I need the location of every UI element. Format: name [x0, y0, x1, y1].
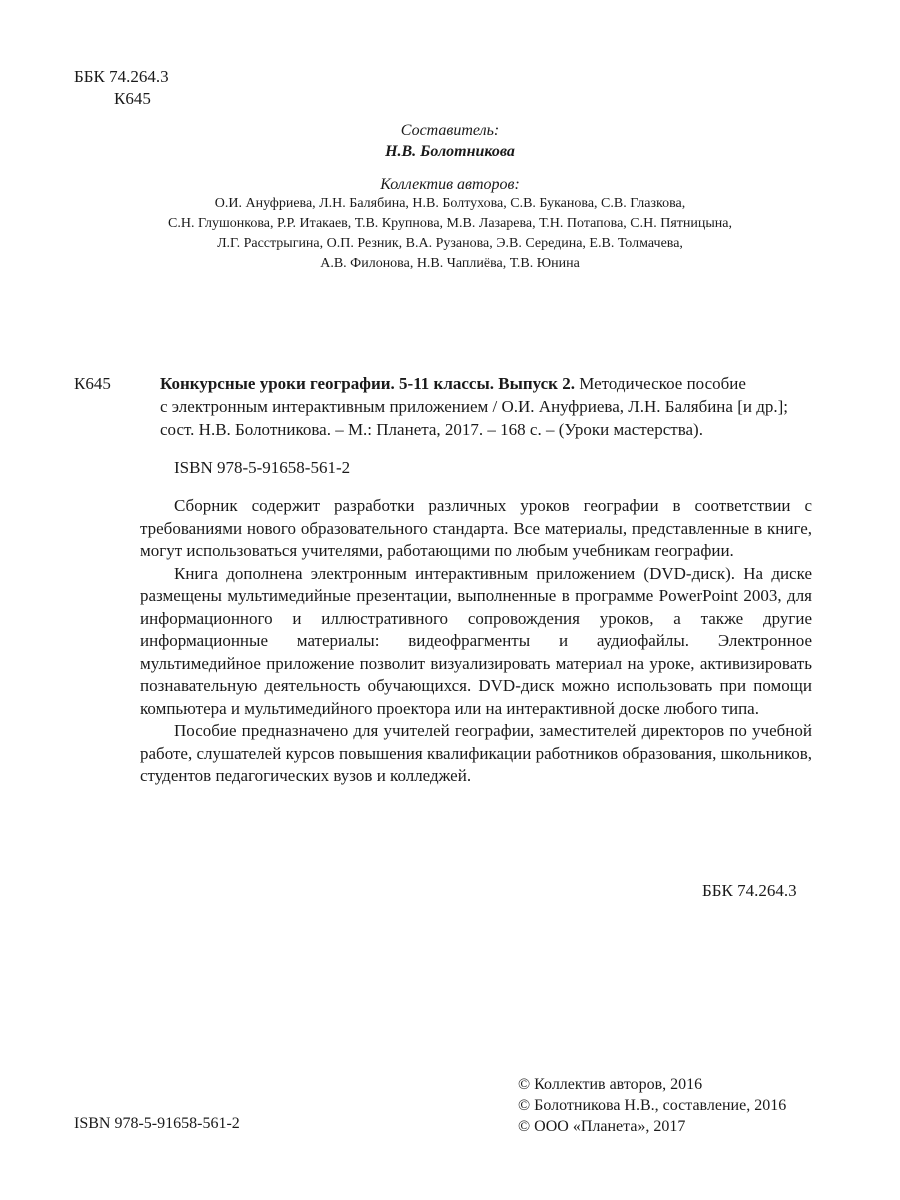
- annotation-paragraph: Сборник содержит разработки различных уроков географии в соответствии с требованиями нового образовательного стандарта. Все материалы, представленные в книге, могут использоваться учителями, работающими по любым учебникам географии.: [140, 496, 812, 560]
- authors-line: А.В. Филонова, Н.В. Чаплиёва, Т.В. Юнина: [320, 256, 580, 271]
- authors-list: [0, 194, 900, 274]
- bibliographic-line-1: [160, 372, 808, 395]
- annotation-paragraph: Пособие предназначено для учителей географии, заместителей директоров по учебной работе, слушателей курсов повышения квалификации работников образования, школьников, студентов педагогических вузов и колледжей.: [140, 721, 812, 785]
- authors-line: О.И. Ануфриева, Л.Н. Балябина, Н.В. Болтухова, С.В. Буканова, С.В. Глазкова,: [214, 196, 686, 211]
- isbn: ISBN 978-5-91658-561-2: [174, 458, 351, 477]
- annotation: [140, 495, 812, 788]
- copyright-line: © ООО «Планета», 2017: [518, 1118, 686, 1135]
- bibliographic-mark: К645: [74, 374, 111, 393]
- authors-line: С.Н. Глушонкова, Р.Р. Итакаев, Т.В. Крупнова, М.В. Лазарева, Т.Н. Потапова, С.Н. Пятницына,: [168, 216, 732, 231]
- bibliographic-line-2: с электронным интерактивным приложением / О.И. Ануфриева, Л.Н. Балябина [и др.];: [160, 397, 788, 416]
- copyright-block: [518, 1074, 786, 1137]
- compiler-label: Составитель:: [400, 122, 500, 139]
- bbk-code: ББК 74.264.3: [74, 67, 169, 86]
- compiler-name: Н.В. Болотникова: [385, 143, 515, 160]
- copyright-line: © Коллектив авторов, 2016: [518, 1076, 703, 1093]
- authors-collective-label: Коллектив авторов:: [380, 176, 520, 193]
- isbn-bottom: ISBN 978-5-91658-561-2: [74, 1115, 240, 1132]
- authors-line: Л.Г. Расстрыгина, О.П. Резник, В.А. Рузанова, Э.В. Середина, Е.В. Толмачева,: [217, 236, 683, 251]
- bbk-index-top: [74, 66, 169, 110]
- author-mark: К645: [114, 89, 151, 108]
- copyright-line: © Болотникова Н.В., составление, 2016: [518, 1097, 787, 1114]
- book-subtitle: Методическое пособие: [579, 374, 746, 393]
- bibliographic-entry: [160, 372, 808, 441]
- book-title: Конкурсные уроки географии. 5-11 классы. Выпуск 2.: [160, 374, 575, 393]
- bbk-index-bottom: ББК 74.264.3: [702, 881, 797, 900]
- bibliographic-line-3: сост. Н.В. Болотникова. – М.: Планета, 2017. – 168 с. – (Уроки мастерства).: [160, 420, 703, 439]
- annotation-paragraph: Книга дополнена электронным интерактивным приложением (DVD-диск). На диске размещены мультимедийные презентации, выполненные в программе PowerPoint 2003, для информационного и иллюстративного сопровождения уроков, а также другие информационные материалы: видеофрагменты и аудиофайлы. Электронное мультимедийное приложение позволит визуализировать материал на уроке, активизировать познавательную деятельность обучающихся. DVD-диск можно использовать при помощи компьютера и мультимедийного проектора или на интерактивной доске любого типа.: [140, 563, 812, 718]
